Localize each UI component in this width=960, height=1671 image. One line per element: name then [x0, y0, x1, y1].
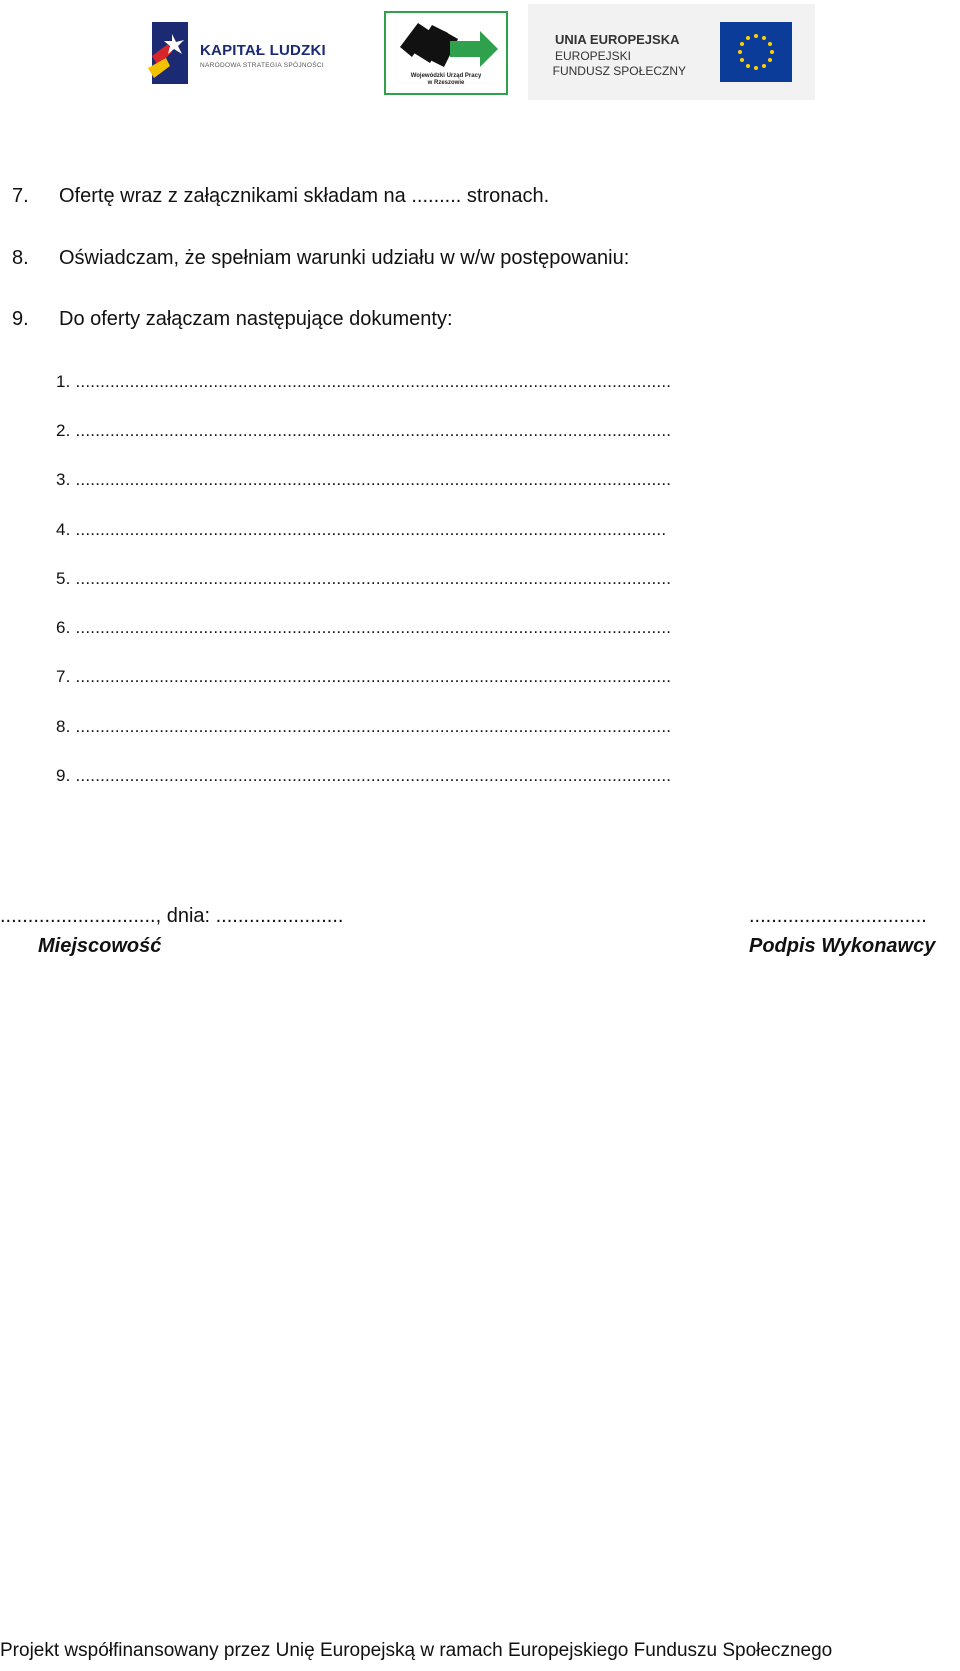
- eu-title: UNIA EUROPEJSKA: [555, 32, 680, 47]
- wup-caption-line1: Wojewódzki Urząd Pracy: [410, 73, 482, 79]
- document-line: 1. .........................................................................................................................: [56, 372, 672, 391]
- document-line: 2. .........................................................................................................................: [56, 421, 672, 440]
- document-line: 6. .........................................................................................................................: [56, 618, 672, 637]
- wup-caption: [386, 73, 506, 87]
- item-text: Oświadczam, że spełniam warunki udziału w w/w postępowaniu:: [59, 247, 630, 269]
- wup-caption-line2: w Rzeszowie: [427, 80, 465, 86]
- item-number: 9.: [12, 308, 29, 330]
- document-line: 4. ........................................................................................................................: [56, 520, 667, 539]
- document-line: 9. .........................................................................................................................: [56, 766, 672, 785]
- kapital-ludzki-logo: [148, 20, 348, 90]
- document-line: 8. .........................................................................................................................: [56, 717, 672, 736]
- place-date-line: ............................, dnia: .......................: [0, 905, 344, 927]
- item-number: 7.: [12, 185, 29, 207]
- kapital-ludzki-mark-icon: [148, 22, 192, 84]
- signature-line: ................................: [749, 905, 927, 927]
- wup-logo: [384, 11, 508, 95]
- item-number: 8.: [12, 247, 29, 269]
- header-logos: [0, 0, 960, 110]
- footer-text: Projekt współfinansowany przez Unię Europejską w ramach Europejskiego Funduszu Społecznego: [0, 1640, 833, 1661]
- item-8: [12, 247, 629, 270]
- document-line: 7. .........................................................................................................................: [56, 667, 672, 686]
- eu-subtitle-1: EUROPEJSKI: [555, 49, 632, 63]
- document-line: 5. .........................................................................................................................: [56, 569, 672, 588]
- eu-logo: [528, 4, 815, 100]
- item-text: Ofertę wraz z załącznikami składam na ......... stronach.: [59, 185, 550, 207]
- item-text: Do oferty załączam następujące dokumenty:: [59, 308, 453, 330]
- kapital-ludzki-subtitle: NARODOWA STRATEGIA SPÓJNOŚCI: [200, 62, 324, 69]
- signature-label: Podpis Wykonawcy: [749, 935, 936, 957]
- wup-arrow-icon: [392, 17, 502, 72]
- kapital-ludzki-title: KAPITAŁ LUDZKI: [200, 42, 326, 59]
- eu-flag-icon: [720, 22, 792, 82]
- document-line: 3. .........................................................................................................................: [56, 470, 672, 489]
- item-7: [12, 185, 549, 208]
- place-label: Miejscowość: [38, 935, 162, 957]
- eu-subtitle-2: FUNDUSZ SPOŁECZNY: [552, 64, 686, 78]
- item-9: [12, 308, 453, 331]
